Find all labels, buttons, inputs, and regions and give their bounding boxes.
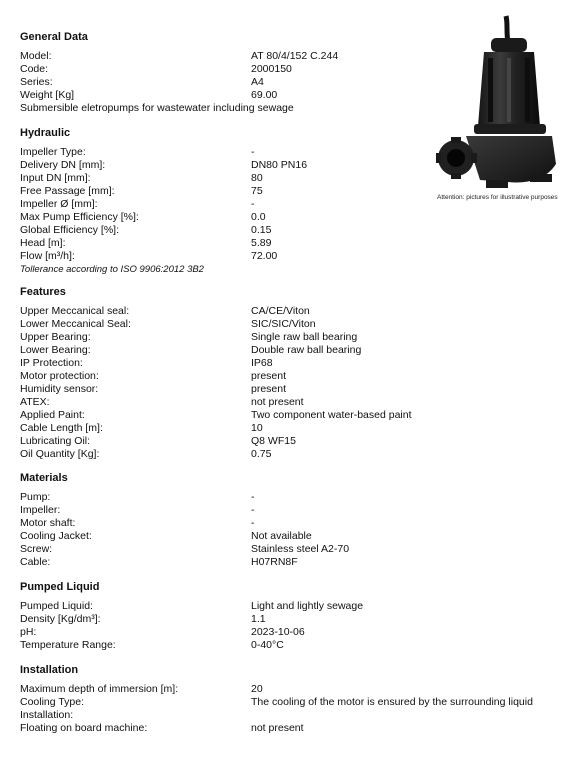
spec-value: Not available bbox=[251, 530, 312, 542]
spec-value: 0.15 bbox=[251, 224, 272, 236]
spec-label: Upper Meccanical seal: bbox=[20, 305, 130, 317]
spec-row bbox=[20, 357, 560, 370]
spec-value: A4 bbox=[251, 76, 264, 88]
section-title: Features bbox=[20, 286, 66, 298]
spec-label: Lubricating Oil: bbox=[20, 435, 91, 447]
spec-value: - bbox=[251, 504, 255, 516]
spec-label: Impeller Type: bbox=[20, 146, 86, 158]
materials-section bbox=[20, 471, 560, 569]
spec-label: Temperature Range: bbox=[20, 639, 116, 651]
spec-row bbox=[20, 344, 560, 357]
spec-label: Delivery DN [mm]: bbox=[20, 159, 106, 171]
spec-label: Code: bbox=[20, 63, 49, 75]
flange-lug bbox=[471, 153, 477, 163]
spec-value: CA/CE/Viton bbox=[251, 305, 310, 317]
section-title: General Data bbox=[20, 31, 88, 43]
spec-value: Light and lightly sewage bbox=[251, 600, 364, 612]
motor-rib bbox=[507, 58, 511, 122]
section-title: Hydraulic bbox=[20, 127, 71, 139]
spec-row bbox=[20, 696, 560, 709]
spec-row bbox=[20, 683, 560, 696]
spec-label: Cable Length [m]: bbox=[20, 422, 103, 434]
submersible-pump-image bbox=[436, 14, 566, 194]
outlet-opening bbox=[447, 149, 465, 167]
spec-label: Maximum depth of immersion [m]: bbox=[20, 683, 179, 695]
spec-row bbox=[20, 709, 560, 722]
flange-lug bbox=[451, 173, 461, 179]
spec-label: Density [Kg/dm³]: bbox=[20, 613, 101, 625]
spec-value: Q8 WF15 bbox=[251, 435, 296, 447]
spec-value: - bbox=[251, 146, 255, 158]
spec-value: 5.89 bbox=[251, 237, 272, 249]
spec-row bbox=[20, 517, 560, 530]
section-title: Pumped Liquid bbox=[20, 581, 100, 593]
spec-row bbox=[20, 396, 560, 409]
spec-label: pH: bbox=[20, 626, 37, 638]
spec-label: Cable: bbox=[20, 556, 51, 568]
spec-value: AT 80/4/152 C.244 bbox=[251, 50, 339, 62]
spec-value: present bbox=[251, 370, 287, 382]
spec-row bbox=[20, 613, 560, 626]
flange-lug bbox=[436, 153, 441, 163]
spec-value: - bbox=[251, 491, 255, 503]
spec-label: Motor protection: bbox=[20, 370, 99, 382]
spec-row bbox=[20, 237, 560, 250]
spec-row bbox=[20, 448, 560, 461]
spec-label: Cooling Type: bbox=[20, 696, 85, 708]
section-title: Installation bbox=[20, 664, 79, 676]
spec-value: 75 bbox=[251, 185, 263, 197]
spec-value: not present bbox=[251, 722, 304, 734]
spec-value: 72.00 bbox=[251, 250, 278, 262]
pump-illustration bbox=[436, 14, 566, 194]
spec-label: Lower Meccanical Seal: bbox=[20, 318, 131, 330]
spec-value: Double raw ball bearing bbox=[251, 344, 362, 356]
spec-value: 0-40°C bbox=[251, 639, 284, 651]
spec-row bbox=[20, 556, 560, 569]
product-description: Submersible eletropumps for wastewater including sewage bbox=[20, 102, 294, 114]
spec-value: not present bbox=[251, 396, 304, 408]
spec-value: The cooling of the motor is ensured by the surrounding liquid bbox=[251, 696, 533, 708]
spec-row bbox=[20, 409, 560, 422]
spec-row bbox=[20, 383, 560, 396]
spec-value: - bbox=[251, 517, 255, 529]
motor-rib bbox=[488, 58, 493, 122]
section-title: Materials bbox=[20, 472, 68, 484]
spec-value: SIC/SIC/Viton bbox=[251, 318, 316, 330]
spec-row bbox=[20, 422, 560, 435]
spec-row bbox=[20, 722, 560, 735]
spec-row bbox=[20, 639, 560, 652]
spec-row bbox=[20, 211, 560, 224]
spec-value: present bbox=[251, 383, 287, 395]
spec-row bbox=[20, 543, 560, 556]
spec-label: Free Passage [mm]: bbox=[20, 185, 115, 197]
spec-label: Impeller Ø [mm]: bbox=[20, 198, 98, 210]
image-caption: Attention: pictures for illustrative purposes bbox=[437, 194, 558, 201]
spec-value: DN80 PN16 bbox=[251, 159, 308, 171]
spec-label: Pump: bbox=[20, 491, 51, 503]
spec-value: 2000150 bbox=[251, 63, 292, 75]
spec-row bbox=[20, 331, 560, 344]
tolerance-note: Tollerance according to ISO 9906:2012 3B2 bbox=[20, 264, 204, 275]
spec-value: H07RN8F bbox=[251, 556, 298, 568]
spec-value: 80 bbox=[251, 172, 263, 184]
spec-label: Max Pump Efficiency [%]: bbox=[20, 211, 139, 223]
installation-section bbox=[20, 663, 560, 735]
spec-row bbox=[20, 504, 560, 517]
spec-value: 1.1 bbox=[251, 613, 266, 625]
spec-value: 0.0 bbox=[251, 211, 266, 223]
flange-band bbox=[474, 124, 546, 134]
spec-label: Flow [m³/h]: bbox=[20, 250, 75, 262]
spec-value: 20 bbox=[251, 683, 263, 695]
spec-label: Floating on board machine: bbox=[20, 722, 148, 734]
spec-value: 10 bbox=[251, 422, 263, 434]
spec-label: Humidity sensor: bbox=[20, 383, 99, 395]
spec-value: Two component water-based paint bbox=[251, 409, 412, 421]
pump-foot bbox=[486, 180, 508, 188]
spec-value: - bbox=[251, 198, 255, 210]
spec-row bbox=[20, 530, 560, 543]
spec-label: Series: bbox=[20, 76, 53, 88]
spec-label: Impeller: bbox=[20, 504, 61, 516]
spec-label: Weight [Kg] bbox=[20, 89, 75, 101]
spec-label: Lower Bearing: bbox=[20, 344, 91, 356]
spec-row bbox=[20, 435, 560, 448]
spec-value: Single raw ball bearing bbox=[251, 331, 358, 343]
spec-row bbox=[20, 305, 560, 318]
spec-value: IP68 bbox=[251, 357, 273, 369]
spec-label: Oil Quantity [Kg]: bbox=[20, 448, 100, 460]
spec-label: Upper Bearing: bbox=[20, 331, 91, 343]
spec-label: IP Protection: bbox=[20, 357, 83, 369]
flange-lug bbox=[451, 137, 461, 143]
features-section bbox=[20, 285, 560, 461]
spec-row bbox=[20, 250, 560, 263]
spec-label: Model: bbox=[20, 50, 52, 62]
spec-row bbox=[20, 318, 560, 331]
spec-label: Applied Paint: bbox=[20, 409, 85, 421]
motor-rib bbox=[525, 58, 530, 122]
spec-value: Stainless steel A2-70 bbox=[251, 543, 350, 555]
spec-label: Cooling Jacket: bbox=[20, 530, 92, 542]
spec-value: 69.00 bbox=[251, 89, 278, 101]
top-cap bbox=[491, 38, 527, 52]
spec-label: Input DN [mm]: bbox=[20, 172, 91, 184]
spec-label: ATEX: bbox=[20, 396, 50, 408]
spec-value: 2023-10-06 bbox=[251, 626, 305, 638]
spec-row bbox=[20, 626, 560, 639]
spec-label: Installation: bbox=[20, 709, 74, 721]
spec-label: Screw: bbox=[20, 543, 53, 555]
spec-row bbox=[20, 370, 560, 383]
spec-row bbox=[20, 224, 560, 237]
spec-label: Pumped Liquid: bbox=[20, 600, 93, 612]
spec-label: Head [m]: bbox=[20, 237, 66, 249]
spec-value: 0.75 bbox=[251, 448, 272, 460]
spec-label: Global Efficiency [%]: bbox=[20, 224, 120, 236]
pump-foot bbox=[530, 174, 552, 182]
spec-row bbox=[20, 600, 560, 613]
spec-row bbox=[20, 491, 560, 504]
spec-label: Motor shaft: bbox=[20, 517, 76, 529]
pumped-liquid-section bbox=[20, 580, 560, 652]
